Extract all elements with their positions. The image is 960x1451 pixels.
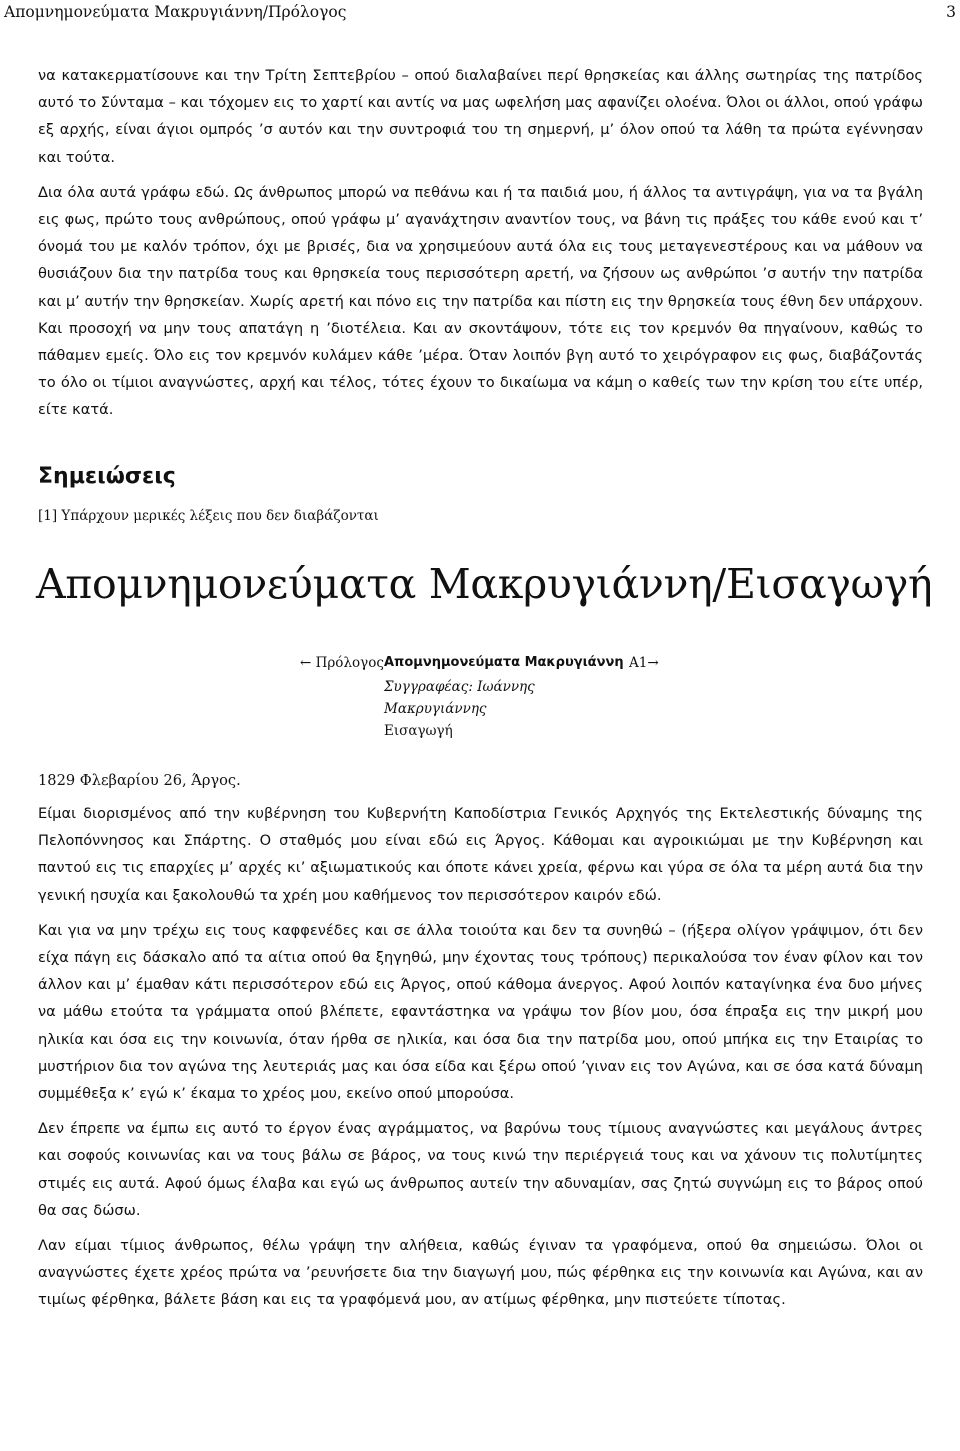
work-header-box	[300, 655, 720, 745]
running-head-title: Απομνημονεύματα Μακρυγιάννη/Πρόλογος	[4, 3, 347, 21]
chapter-title: Απομνημονεύματα Μακρυγιάννη/Εισαγωγή	[36, 560, 933, 608]
work-title: Απομνημονεύματα Μακρυγιάννη	[384, 655, 624, 670]
notes-heading: Σημειώσεις	[38, 464, 176, 489]
next-chapter-link[interactable]: Α1→	[629, 655, 659, 671]
chapter-navigation	[300, 655, 720, 679]
author-label: Συγγραφέας: Ιωάννης	[384, 679, 535, 695]
introduction-paragraph: Είμαι διορισμένος από την κυβέρνηση του Κυβερνήτη Καποδίστρια Γενικός Αρχηγός της Εκτελεστικής δύναμης της Πελοπόννησος και Σπάρτης. Ο σταθμός μου είναι εδώ εις Άργος. Κάθομαι και αγροικιώμαι με την Κυβέρνηση και παντού εις τις επαρχίες μ’ αρχές κι’ αξιωματικούς και όποτε κάνει χρεία, φέρνω και γύρα σε όλα τα μέρη αυτά δια την γενική ησυχία και ξακολουθώ τα χρέη μου καθήμενος τον περισσότερον καιρόν εδώ.	[38, 805, 923, 904]
author-surname: Μακρυγιάννης	[384, 701, 487, 717]
introduction-paragraph: Δεν έπρεπε να έμπω εις αυτό το έργον ένας αγράμματος, να βαρύνω τους τίμιους αναγνώστες και μεγάλους άντρες και σοφούς κοινωνίας και να τους βάλω σε βάρος, να τους κινώ την περιέργειά τους και να χάνουν τις πολυτίμητες στιμές εις αυτά. Αφού όμως έλαβα και εγώ ως άνθρωπος αυτείν την αδυναμίαν, σας ζητώ συγνώμη εις το βάρος οπού θα σας δώσω.	[38, 1120, 923, 1219]
introduction-text	[38, 800, 923, 1322]
prologue-paragraph: να κατακερματίσουνε και την Τρίτη Σεπτεβρίου – οπού διαλαβαίνει περί θρησκείας και άλλης σωτηρίας της πατρίδος αυτό το Σύνταμα – και τόχομεν εις το χαρτί και αντίς να μας ωφελήση μας αφανίζει ολοένα. Όλοι οι άλλοι, οπού γράφω εξ αρχής, είναι άγιοι ομπρός ’σ αυτόν και την συντροφιά του τη σημερνή, μ’ όλον οπού τα λάθη τα πρώτα εγέννησαν και τούτα.	[38, 67, 923, 166]
introduction-paragraph: Και για να μην τρέχω εις τους καφφενέδες και σε άλλα τοιούτα και δεν τα συνηθώ – (ήξερα ολίγον γράψιμον, ότι δεν είχα πάγη εις δάσκαλο από τα αίτια οπού θα ξηγηθώ, μην έχοντας τους τρόπους) περικαλούσα τον έναν φίλον και τον άλλον και μ’ έμαθαν κάτι περισσότερον εδώ εις Άργος, οπού κάθομα άνεργος. Αφού λοιπόν καταγίνηκα ένα δυο μήνες να μάθω ετούτα τα γράμματα οπού βλέπετε, εφαντάστηκα να γράψω τον βίον μου, όσα έπραξα εις την μικρή μου ηλικία και όσα εις την κοινωνία, όταν ήρθα σε ηλικία, και όσα δια την πατρίδα μου, οπού μπήκα εις την Εταιρίας το μυστήριον δια τον αγώνα της λευτεριάς μας και όσα είδα και ξέρω οπού ’γιναν εις τον Αγώνα, και σε όσα κατά δύναμη συμμέθεξα κ’ εγώ κ’ έκαμα το χρέος μου, εκείνο οπού μπορούσα.	[38, 921, 923, 1103]
section-name: Εισαγωγή	[384, 723, 453, 739]
previous-chapter-link[interactable]: ← Πρόλογος	[300, 655, 384, 671]
prologue-text	[38, 62, 923, 432]
page-number: 3	[946, 3, 956, 21]
prologue-paragraph: Δια όλα αυτά γράφω εδώ. Ως άνθρωπος μπορώ να πεθάνω και ή τα παιδιά μου, ή άλλος τα αντιγράψη, για να τα βγάλη εις φως, πρώτο τους ανθρώπους, οπού γράφω μ’ αγανάχτησιν αναντίον τους, να βάνη τις πράξες του κάθε ενού και τ’ όνομά του με καλόν τρόπον, όχι με βρισές, δια να χρησιμεύουν αυτά όλα εις τους μεταγενεστέρους και να μάθουν να θυσιάζουν δια την πατρίδα τους και θρησκεία τους περισσότερη αρετή, να ζήσουν ως ανθρώποι ’σ αυτήν την πατρίδα και μ’ αυτήν την θρησκείαν. Χωρίς αρετή και πόνο εις την πατρίδα και πίστη εις την θρησκεία τους έθνη δεν υπάρχουν. Και προσοχή να μην τους απατάγη η ’διοτέλεια. Και αν σκοντάψουν, τότε εις τον κρεμνόν θα πηγαίνουν, καθώς το πάθαμεν εμείς. Όλο εις τον κρεμνόν κυλάμεν κάθε ’μέρα. Όταν λοιπόν βγη αυτό το χειρόγραφον εις φως, διαβάζοντάς το όλο οι τίμιοι αναγνώστες, αρχή και τέλος, τότες έχουν το δικαίωμα να κάμη ο καθείς των την κρίση του είτε υπέρ, είτε κατά.	[38, 183, 923, 419]
introduction-paragraph: Λαν είμαι τίμιος άνθρωπος, θέλω γράψη την αλήθεια, καθώς έγιναν τα γραφόμενα, οπού θα σημειώσω. Όλοι οι αναγνώστες έχετε χρέος πρώτα να ’ρευνήσετε δια την διαγωγή μου, πώς φέρθηκα εις την κοινωνία και Αγώνα, και αν τιμίως φέρθηκα, βάλετε βάση και εις τα γραφόμενά μου, αν ατίμως φέρθηκα, μην πιστεύετε τίποτας.	[38, 1237, 923, 1309]
footnote-item: [1] Υπάρχουν μερικές λέξεις που δεν διαβάζονται	[38, 508, 379, 524]
dateline: 1829 Φλεβαρίου 26, Άργος.	[38, 772, 241, 789]
